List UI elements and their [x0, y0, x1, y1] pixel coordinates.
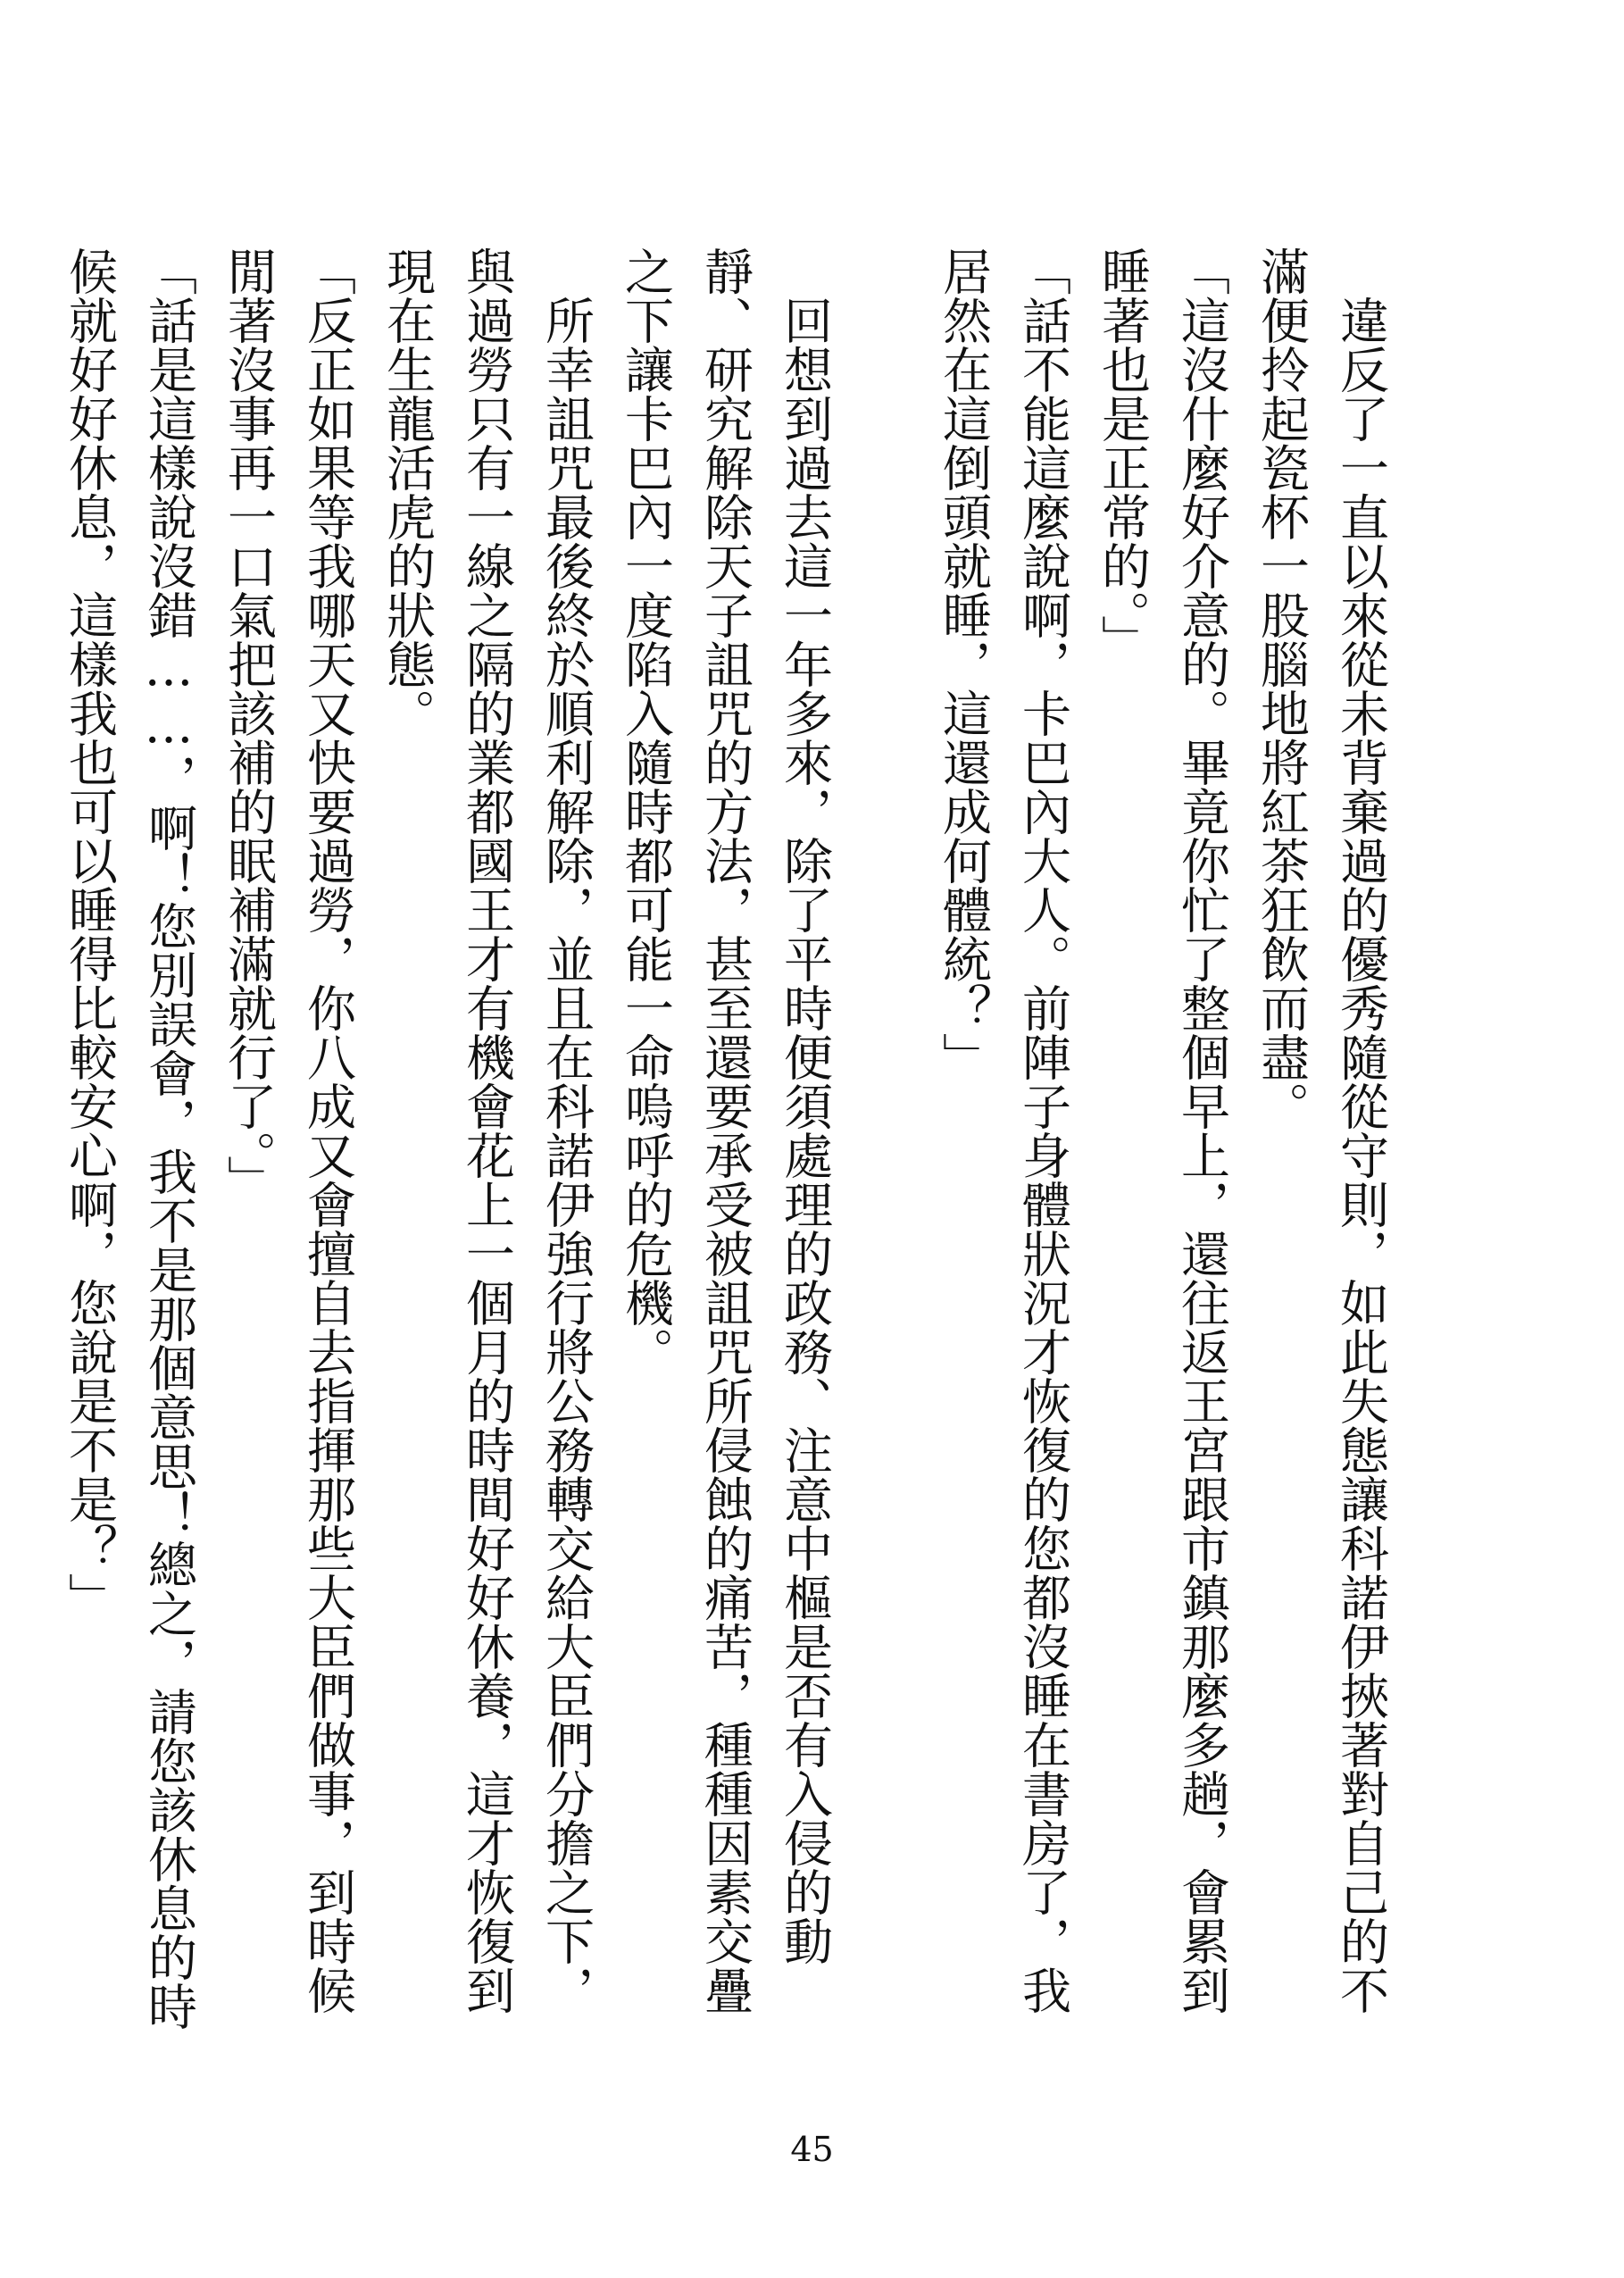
page-number: 45: [790, 2130, 834, 2169]
paragraph-narration-3: 所幸詛咒最後終於順利解除，並且在科諾伊強行將公務轉交給大臣們分擔之下，與過勞只有一線之隔的業都國王才有機會花上一個月的時間好好休養，這才恢復到現在生龍活虎的狀態。: [379, 246, 595, 2015]
paragraph-narration-1: 違反了一直以來從未背棄過的優秀隨從守則，如此失態讓科諾伊挾著對自己的不滿便拎起瓷杯一股腦地將紅茶狂飲而盡。: [1253, 246, 1389, 2015]
paragraph-dialogue-4: 「話是這樣說沒錯……，啊！您別誤會，我不是那個意思！總之，請您該休息的時候就好好休息，這樣我也可以睡得比較安心啊，您說是不是？」: [61, 246, 197, 2031]
vertical-text-body: [61, 246, 1400, 2050]
paragraph-dialogue-2: 「話不能這麼說啊，卡巴內大人。前陣子身體狀況才恢復的您都沒睡在書房了，我居然在這倒頭就睡，這還成何體統？」: [935, 246, 1071, 2015]
section-spacer: [844, 246, 923, 296]
paragraph-narration-2: 回想到過去這一年多來，除了平時便須處理的政務、注意中樞是否有入侵的動靜、研究解除天子詛咒的方法，甚至還要承受被詛咒所侵蝕的痛苦，種種因素交疊之下讓卡巴內一度陷入隨時都可能一命嗚呼的危機。: [617, 246, 833, 2015]
paragraph-dialogue-3: 「反正如果等我哪天又快要過勞，你八成又會擅自去指揮那些大臣們做事，到時候閒著沒事再一口氣把該補的眠補滿就行了。」: [220, 246, 356, 2015]
paragraph-dialogue-1: 「這沒什麼好介意的。畢竟你忙了整個早上，還往返王宮跟市鎮那麼多趟，會累到睡著也是正常的。」: [1094, 246, 1230, 2015]
